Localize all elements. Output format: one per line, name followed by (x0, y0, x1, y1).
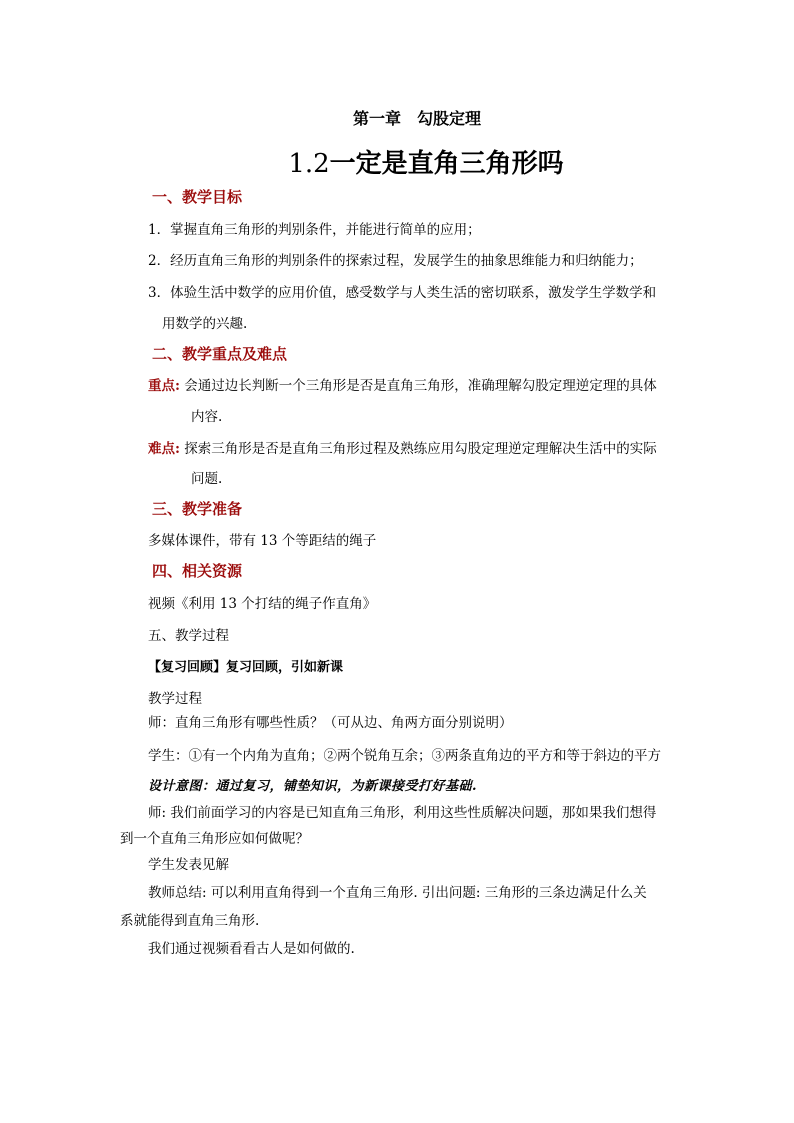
objective-2: 2．经历直角三角形的判别条件的探索过程，发展学生的抽象思维能力和归纳能力； (148, 253, 643, 269)
difficulty-line (148, 437, 657, 457)
teacher-summary: 教师总结: 可以利用直角得到一个直角三角形. 引出问题: 三角形的三条边满足什么关 (148, 885, 647, 901)
objective-1: 1．掌握直角三角形的判别条件，并能进行简单的应用； (148, 222, 481, 238)
resources-text: 视频《利用 13 个打结的绳子作直角》 (148, 596, 377, 612)
teacher-prompt: 师: 我们前面学习的内容是已知直角三角形，利用这些性质解决问题，那如果我们想得 (148, 805, 657, 821)
chapter-title: 第一章 勾股定理 (352, 109, 481, 128)
lesson-name: 一定是直角三角形吗 (329, 149, 564, 179)
difficulty-text: 探索三角形是否是直角三角形过程及熟练应用勾股定理逆定理解决生活中的实际 (184, 441, 657, 457)
key-point-cont: 内容. (191, 409, 223, 425)
objective-3: 3．体验生活中数学的应用价值，感受数学与人类生活的密切联系，激发学生学数学和 (148, 285, 657, 301)
student-answer: 学生：①有一个内角为直角；②两个锐角互余；③两条直角边的平方和等于斜边的平方 (148, 748, 661, 764)
section-heading-preparation: 三、教学准备 (152, 500, 243, 518)
difficulty-label: 难点: (148, 441, 180, 457)
teacher-summary-cont: 系就能得到直角三角形. (120, 913, 260, 929)
design-intent: 设计意图：通过复习，铺垫知识，为新课接受打好基础. (148, 779, 478, 794)
key-point-text: 会通过边长判断一个三角形是否是直角三角形，准确理解勾股定理逆定理的具体 (184, 378, 657, 394)
section-heading-process: 五、教学过程 (148, 628, 229, 644)
review-heading: 【复习回顾】复习回顾，引如新课 (148, 660, 344, 675)
video-intro: 我们通过视频看看古人是如何做的. (148, 941, 355, 957)
section-heading-key-points: 二、教学重点及难点 (152, 345, 288, 363)
difficulty-cont: 问题. (191, 471, 223, 487)
teacher-question: 师：直角三角形有哪些性质？（可从边、角两方面分别说明） (148, 715, 513, 731)
teacher-prompt-cont: 到一个直角三角形应如何做呢？ (120, 831, 309, 847)
lesson-title (0, 143, 794, 180)
section-heading-resources: 四、相关资源 (152, 562, 243, 580)
lesson-number: 1.2 (288, 149, 330, 179)
students-respond: 学生发表见解 (148, 857, 229, 873)
key-point-line (148, 374, 657, 394)
section-heading-objectives: 一、教学目标 (152, 188, 243, 206)
key-point-label: 重点: (148, 378, 180, 394)
objective-3-cont: 用数学的兴趣. (162, 316, 248, 332)
process-heading: 教学过程 (148, 691, 202, 707)
preparation-text: 多媒体课件，带有 13 个等距结的绳子 (148, 533, 377, 549)
